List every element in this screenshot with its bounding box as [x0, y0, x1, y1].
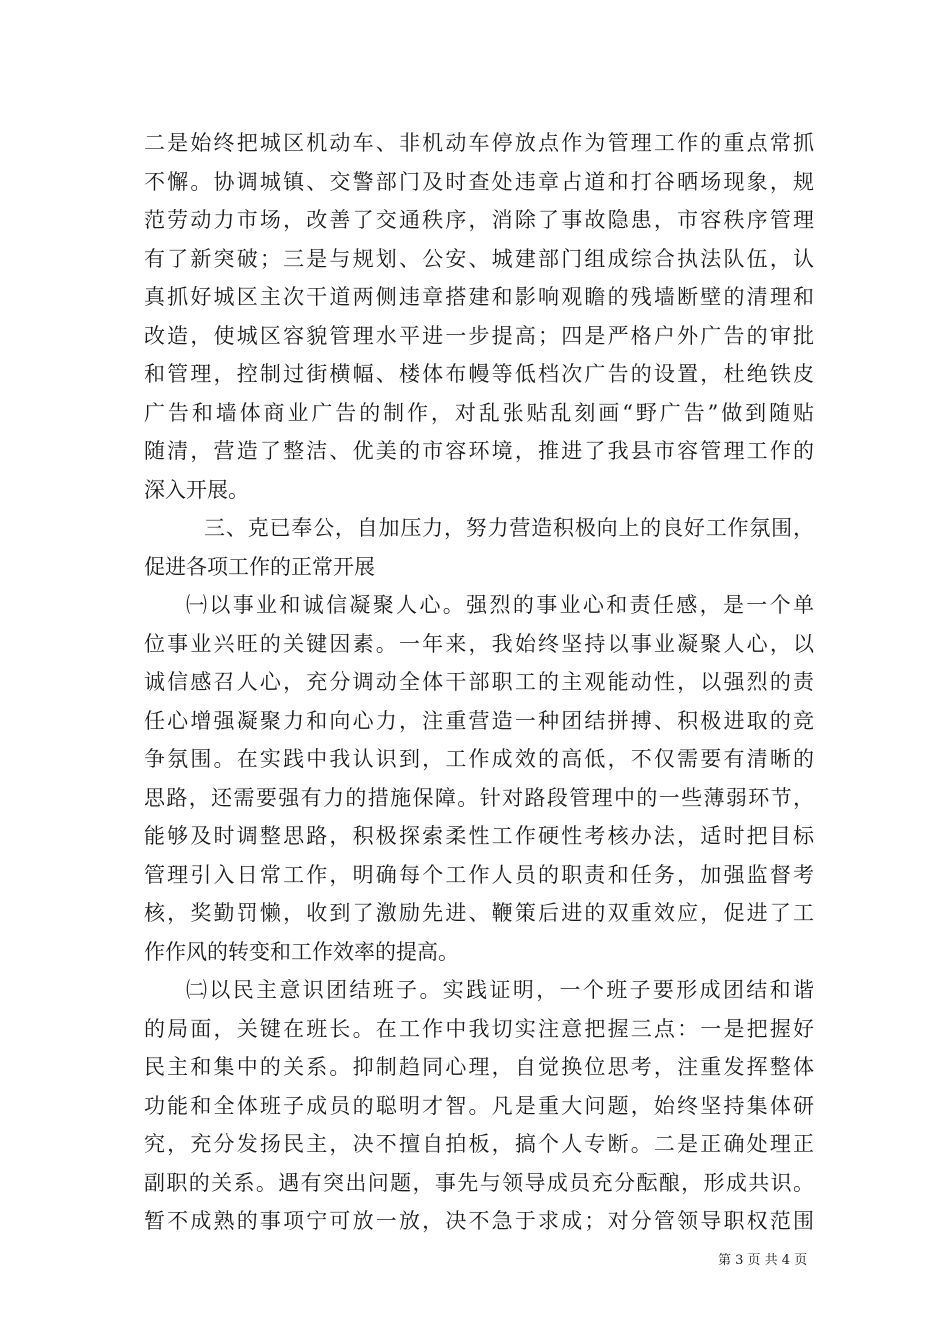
page-number: 第 3 页 共 4 页: [718, 1253, 808, 1268]
section-heading-line: 促进各项工作的正常开展: [144, 554, 375, 579]
text-line: 诚信感召人心，充分调动全体干部职工的主观能动性，以强烈的责: [144, 670, 814, 694]
section-heading-line: 三、克已奉公，自加压力，努力营造积极向上的良好工作氛围，: [204, 516, 814, 540]
text-line: 和管理，控制过街横幅、楼体布幔等低档次广告的设置，杜绝铁皮: [144, 362, 814, 386]
text-line: 副职的关系。遇有突出问题，事先与领导成员充分酝酿，形成共识。: [144, 1170, 814, 1195]
text-line: 有了新突破；三是与规划、公安、城建部门组成综合执法队伍，认: [144, 246, 814, 271]
text-line: 位事业兴旺的关键因素。一年来，我始终坚持以事业凝聚人心，以: [144, 631, 814, 656]
text-line: 究，充分发扬民主，决不擅自拍板，搞个人专断。二是正确处理正: [144, 1132, 814, 1156]
text-line: 的局面，关键在班长。在工作中我切实注意把握三点：一是把握好: [144, 1016, 814, 1041]
text-line: 作作风的转变和工作效率的提高。: [144, 939, 459, 964]
text-line: 范劳动力市场，改善了交通秩序，消除了事故隐患，市容秩序管理: [144, 208, 814, 232]
text-line: 随清，营造了整洁、优美的市容环境，推进了我县市容管理工作的: [144, 439, 814, 463]
text-line: 管理引入日常工作，明确每个工作人员的职责和任务，加强监督考: [144, 862, 814, 887]
text-line: 功能和全体班子成员的聪明才智。凡是重大问题，始终坚持集体研: [144, 1093, 814, 1118]
text-line: 改造，使城区容貌管理水平进一步提高；四是严格户外广告的审批: [144, 323, 814, 348]
text-line: 能够及时调整思路，积极探索柔性工作硬性考核办法，适时把目标: [144, 824, 814, 848]
text-line: 核，奖勤罚懒，收到了激励先进、鞭策后进的双重效应，促进了工: [144, 901, 814, 925]
text-line: 暂不成熟的事项宁可放一放，决不急于求成；对分管领导职权范围: [144, 1209, 814, 1233]
document-body: [144, 124, 814, 1241]
text-line: 思路，还需要强有力的措施保障。针对路段管理中的一些薄弱环节，: [144, 785, 814, 810]
text-line: 争氛围。在实践中我认识到，工作成效的高低，不仅需要有清晰的: [144, 747, 814, 771]
text-line: ㈡以民主意识团结班子。实践证明，一个班子要形成团结和谐: [186, 978, 814, 1002]
text-line: 广告和墙体商业广告的制作，对乱张贴乱刻画“野广告”做到随贴: [144, 400, 814, 425]
text-line: 二是始终把城区机动车、非机动车停放点作为管理工作的重点常抓: [144, 131, 814, 155]
text-line: 深入开展。: [144, 477, 249, 502]
text-line: ㈠以事业和诚信凝聚人心。强烈的事业心和责任感，是一个单: [186, 593, 814, 617]
text-line: 任心增强凝聚力和向心力，注重营造一种团结拼搏、积极进取的竞: [144, 708, 814, 733]
text-line: 不懈。协调城镇、交警部门及时查处违章占道和打谷晒场现象，规: [144, 169, 814, 194]
text-line: 民主和集中的关系。抑制趋同心理，自觉换位思考，注重发挥整体: [144, 1055, 814, 1079]
text-line: 真抓好城区主次干道两侧违章搭建和影响观瞻的残墙断壁的清理和: [144, 285, 814, 309]
